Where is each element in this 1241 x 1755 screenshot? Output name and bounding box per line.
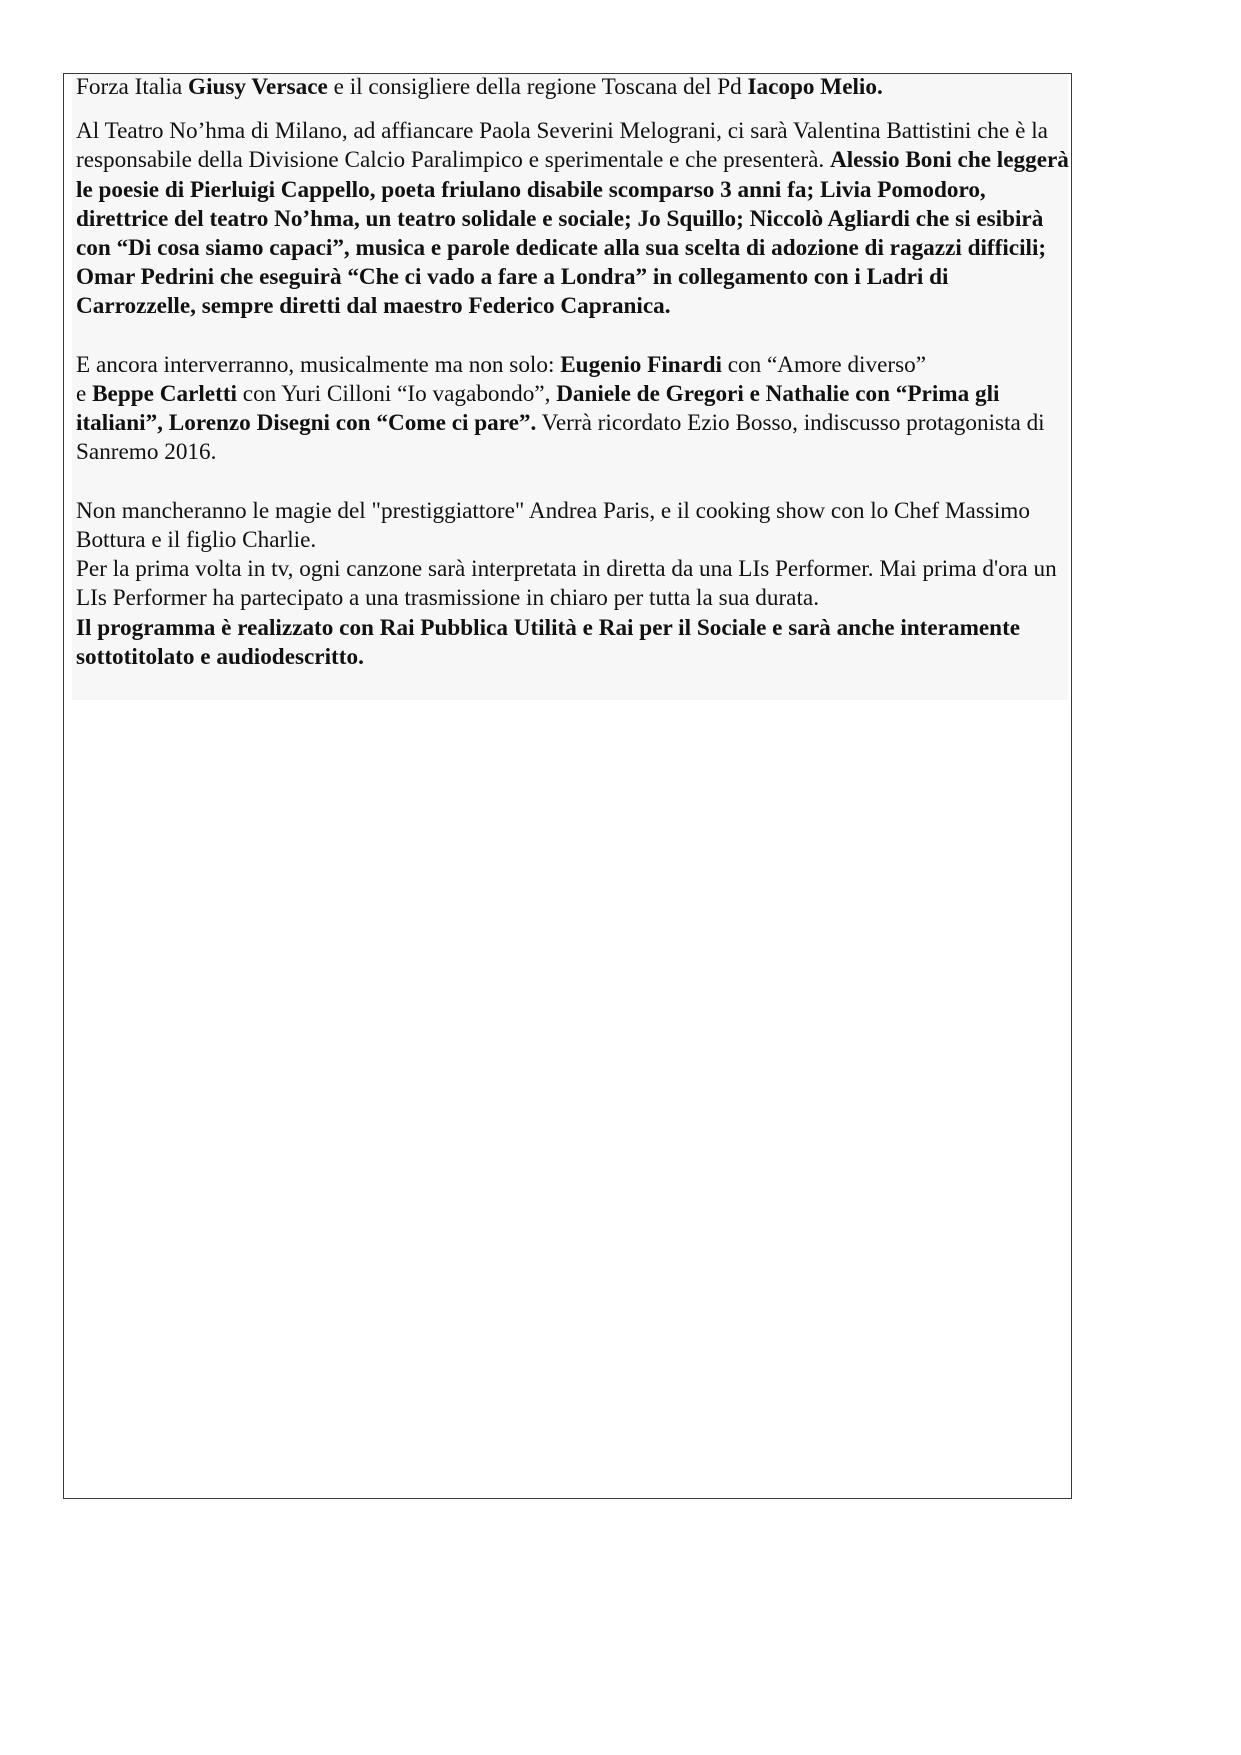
paragraph-magic-cooking: Non mancheranno le magie del "prestiggiattore" Andrea Paris, e il cooking show con lo Chef Massimo Bottura e il figlio Charlie. xyxy=(76,497,1030,554)
paragraph-musical-guests: E ancora interverranno, musicalmente ma non solo: Eugenio Finardi con “Amore diverso” e Beppe Carletti con Yuri Cilloni “Io vagabondo”, Daniele de Gregori e Nathalie con “Prima gli italiani”, Lorenzo Disegni con “Come ci pare”. Verrà ricordato Ezio Bosso, indiscusso protagonista di Sanremo 2016. xyxy=(76,351,1045,466)
document-body xyxy=(76,73,1070,672)
paragraph-spacer xyxy=(76,468,1070,497)
paragraph-teatro-nohma: Al Teatro No’hma di Milano, ad affiancare Paola Severini Melograni, ci sarà Valentina Battistini che è la responsabile della Divisione Calcio Paralimpico e sperimentale e che presenterà. Alessio Boni che leggerà le poesie di Pierluigi Cappello, poeta friulano disabile scomparso 3 anni fa; Livia Pomodoro, direttrice del teatro No’hma, un teatro solidale e sociale; Jo Squillo; Niccolò Agliardi che si esibirà con “Di cosa siamo capaci”, musica e parole dedicate alla sua scelta di adozione di ragazzi difficili; Omar Pedrini che eseguirà “Che ci vado a fare a Londra” in collegamento con i Ladri di Carrozzelle, sempre diretti dal maestro Federico Capranica. xyxy=(76,118,1069,320)
paragraph-production-note: Il programma è realizzato con Rai Pubblica Utilità e Rai per il Sociale e sarà anche interamente sottotitolato e audiodescritto. xyxy=(76,614,1021,670)
paragraph-guests-intro: Forza Italia Giusy Versace e il consigliere della regione Toscana del Pd Iacopo Melio. xyxy=(76,74,883,100)
paragraph-lis-performer: Per la prima volta in tv, ogni canzone sarà interpretata in diretta da una LIs Performer. Mai prima d'ora un LIs Performer ha partecipato a una trasmissione in chiaro per tutta la sua durata. xyxy=(76,556,1057,612)
paragraph-spacer xyxy=(76,322,1070,351)
